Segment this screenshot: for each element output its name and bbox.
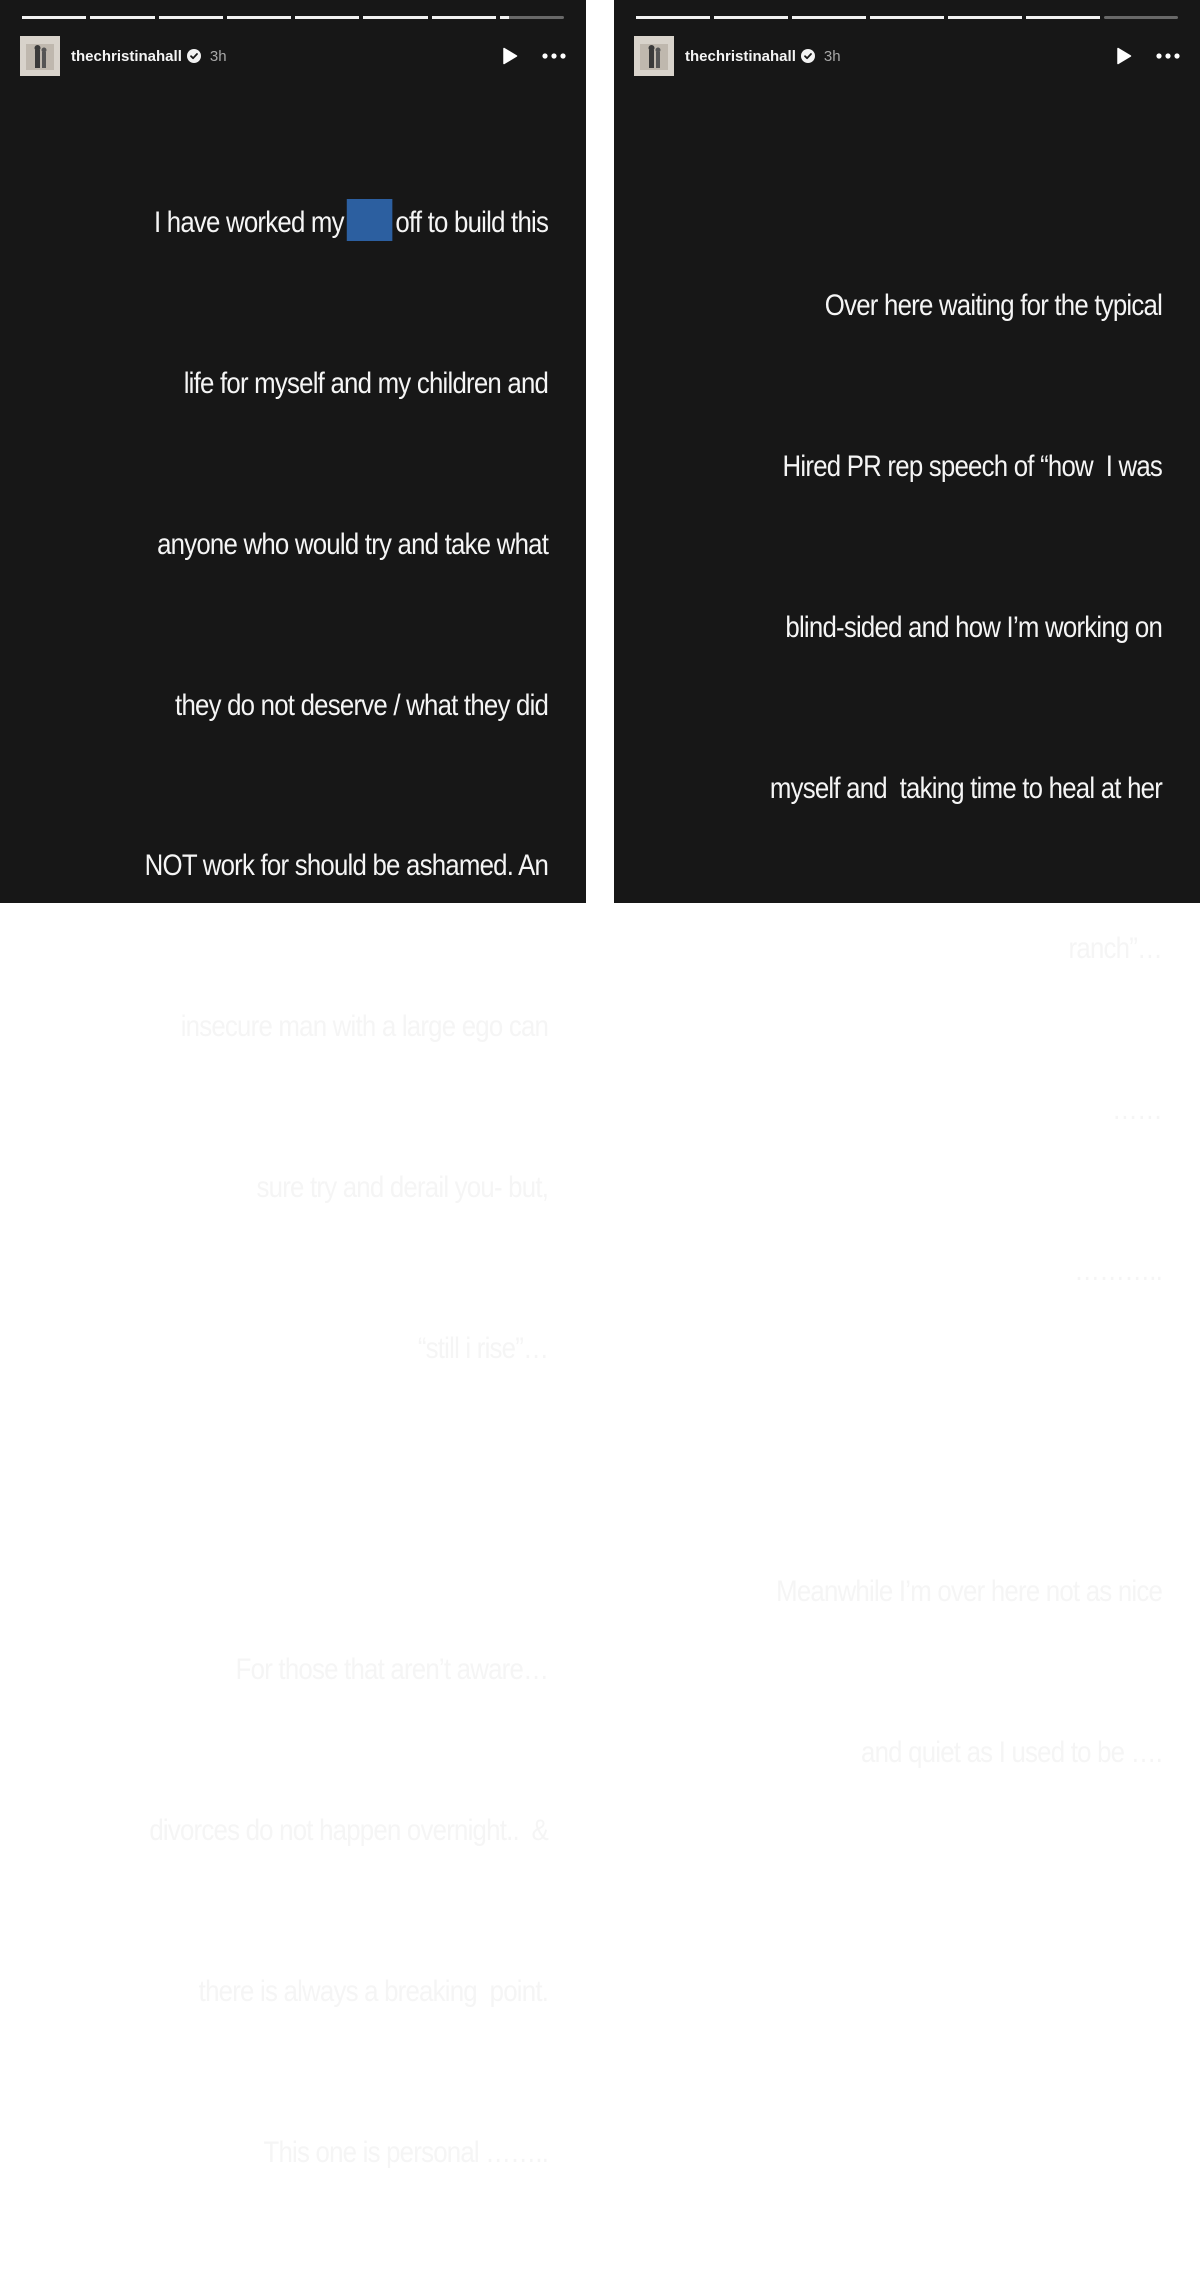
- progress-segment: [636, 16, 710, 19]
- paragraph-gap: [145, 1482, 548, 1536]
- story-text-line: insecure man with a large ego can: [180, 1010, 548, 1044]
- story-panel-right[interactable]: [614, 0, 1200, 1770]
- progress-segment-fill: [90, 16, 154, 19]
- story-text-line: For those that aren’t aware…: [235, 1653, 549, 1687]
- progress-segment: [714, 16, 788, 19]
- story-text: [145, 89, 548, 2286]
- story-text-after-redaction: off to build this: [395, 206, 548, 240]
- progress-segment: [363, 16, 427, 19]
- progress-segment-fill: [227, 16, 291, 19]
- more-options-icon[interactable]: [1156, 53, 1180, 59]
- progress-segment-fill: [714, 16, 788, 19]
- post-time: 3h: [823, 47, 841, 65]
- progress-segment-fill: [363, 16, 427, 19]
- story-text-line: “still i rise”…: [417, 1331, 548, 1365]
- story-text-line: divorces do not happen overnight.. &: [149, 1814, 549, 1847]
- username[interactable]: thechristinahall: [71, 47, 182, 65]
- progress-segment-fill: [22, 16, 86, 19]
- more-options-icon[interactable]: [542, 53, 566, 59]
- redaction-box: [346, 199, 392, 241]
- progress-segment: [227, 16, 291, 19]
- username[interactable]: thechristinahall: [685, 47, 796, 65]
- story-text-line: Over here waiting for the typical: [824, 289, 1162, 323]
- progress-segment-fill: [792, 16, 866, 19]
- story-text-line: blind-sided and how I’m working on: [785, 610, 1162, 644]
- post-time: 3h: [209, 47, 227, 65]
- progress-segment-fill: [948, 16, 1022, 19]
- progress-segment-fill: [432, 16, 496, 19]
- story-text-line: sure try and derail you- but,: [256, 1170, 548, 1204]
- story-header: [634, 36, 1180, 76]
- story-text-line: ranch”…: [1068, 932, 1162, 966]
- story-text-line: [145, 196, 548, 250]
- story-progress-bar: [22, 16, 564, 19]
- progress-segment-fill: [159, 16, 223, 19]
- progress-segment-fill: [500, 16, 510, 19]
- avatar[interactable]: [20, 36, 60, 76]
- story-text-line: Hired PR rep speech of “how I was: [782, 449, 1162, 483]
- avatar[interactable]: [634, 36, 674, 76]
- progress-segment: [22, 16, 86, 19]
- progress-segment: [500, 16, 564, 19]
- story-text-line: ………..: [1074, 1253, 1162, 1287]
- paragraph-gap: [770, 1405, 1162, 1459]
- progress-segment: [792, 16, 866, 19]
- story-text: [770, 172, 1162, 1887]
- play-icon[interactable]: [500, 46, 520, 66]
- verified-badge-icon: [801, 49, 815, 63]
- progress-segment: [90, 16, 154, 19]
- story-progress-bar: [636, 16, 1178, 19]
- progress-segment-fill: [1026, 16, 1100, 19]
- progress-segment-fill: [295, 16, 359, 19]
- story-text-line: ……: [1111, 1093, 1162, 1127]
- story-panel-left[interactable]: [0, 0, 586, 2169]
- story-header: [20, 36, 566, 76]
- progress-segment: [159, 16, 223, 19]
- progress-segment: [948, 16, 1022, 19]
- story-text-line: This one is personal ……..: [263, 2135, 548, 2169]
- story-text-line: life for myself and my children and: [183, 366, 548, 400]
- story-text-line: and quiet as I used to be ….: [860, 1736, 1162, 1770]
- progress-segment: [295, 16, 359, 19]
- progress-segment: [1104, 16, 1178, 19]
- progress-segment: [1026, 16, 1100, 19]
- progress-segment: [870, 16, 944, 19]
- story-text-before-redaction: I have worked my: [153, 206, 344, 240]
- progress-segment-fill: [636, 16, 710, 19]
- story-text-line: there is always a breaking point.: [198, 1974, 548, 2008]
- story-text-line: NOT work for should be ashamed. An: [144, 849, 548, 883]
- story-text-line: Meanwhile I’m over here not as nice: [776, 1575, 1162, 1609]
- verified-badge-icon: [187, 49, 201, 63]
- progress-segment: [432, 16, 496, 19]
- story-text-line: myself and taking time to heal at her: [769, 771, 1162, 805]
- play-icon[interactable]: [1114, 46, 1134, 66]
- story-text-line: they do not deserve / what they did: [174, 688, 548, 722]
- story-text-line: anyone who would try and take what: [156, 527, 548, 561]
- progress-segment-fill: [870, 16, 944, 19]
